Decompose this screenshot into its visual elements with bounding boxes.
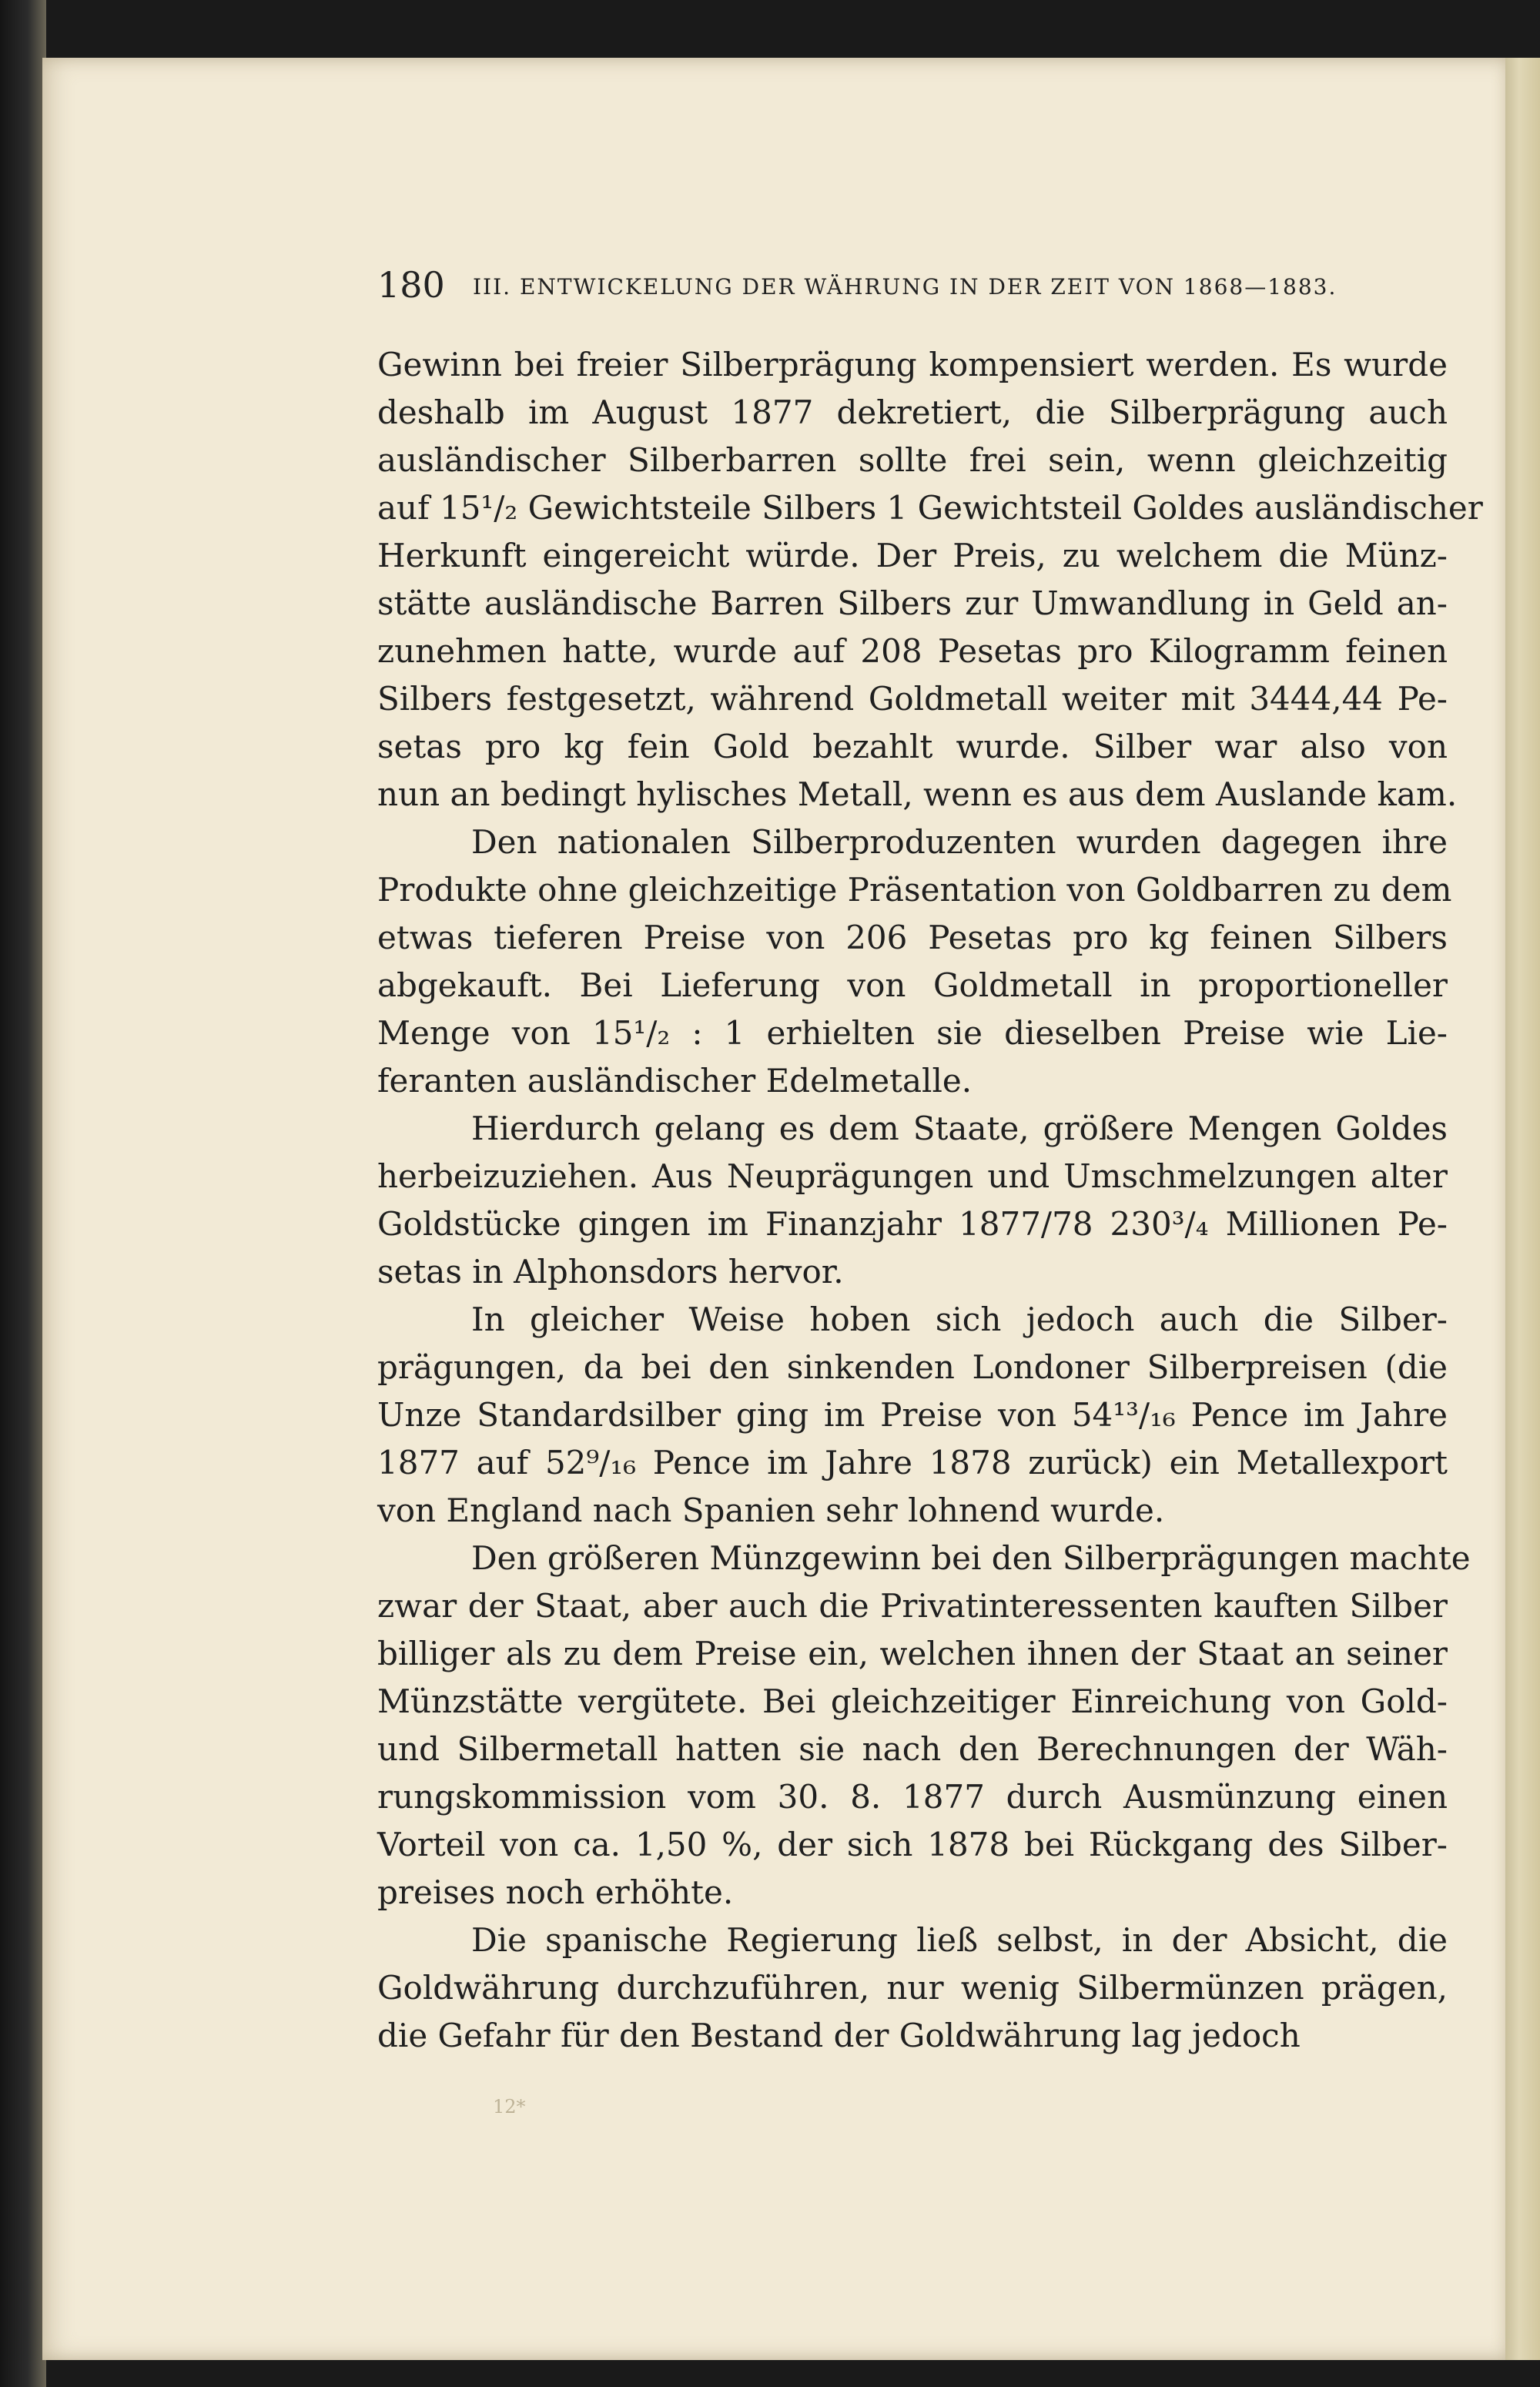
text-line: Herkunft eingereicht würde. Der Preis, zu welchem die Münz- (377, 537, 1448, 574)
text-line: die Gefahr für den Bestand der Goldwährung lag jedoch (377, 2017, 1301, 2054)
paragraph (377, 1105, 1448, 1296)
text-line: Den nationalen Silberproduzenten wurden dagegen ihre (471, 823, 1448, 861)
text-line: setas in Alphonsdors hervor. (377, 1253, 844, 1291)
text-line: herbeizuziehen. Aus Neuprägungen und Umschmelzungen alter (377, 1157, 1448, 1195)
scan-left-edge (0, 0, 46, 2387)
catchword: 12* (493, 2096, 526, 2118)
text-line: Hierdurch gelang es dem Staate, größere Mengen Goldes (471, 1110, 1448, 1147)
text-line: Goldstücke gingen im Finanzjahr 1877/78 230³/₄ Millionen Pe- (377, 1205, 1448, 1243)
text-line: Unze Standardsilber ging im Preise von 54¹³/₁₆ Pence im Jahre (377, 1396, 1448, 1434)
text-line: etwas tieferen Preise von 206 Pesetas pro kg feinen Silbers (377, 919, 1448, 956)
text-line: zunehmen hatte, wurde auf 208 Pesetas pro Kilogramm feinen (377, 632, 1448, 670)
text-line: Produkte ohne gleichzeitige Präsentation von Goldbarren zu dem (377, 871, 1452, 909)
text-line: setas pro kg fein Gold bezahlt wurde. Silber war also von (377, 728, 1448, 765)
text-line: Den größeren Münzgewinn bei den Silberprägungen machte (471, 1539, 1471, 1577)
running-head: III. ENTWICKELUNG DER WÄHRUNG IN DER ZEIT VON 1868—1883. (473, 274, 1337, 300)
page-edge (1505, 58, 1540, 2360)
text-line: nun an bedingt hylisches Metall, wenn es aus dem Auslande kam. (377, 775, 1458, 813)
paragraph (377, 1917, 1448, 2060)
text-line: zwar der Staat, aber auch die Privatinteressenten kauften Silber (377, 1587, 1448, 1625)
paragraph (377, 1535, 1471, 1917)
paragraph (377, 819, 1452, 1105)
text-line: Gewinn bei freier Silberprägung kompensiert werden. Es wurde (377, 346, 1448, 383)
page-number: 180 (377, 264, 445, 306)
text-line: Münzstätte vergütete. Bei gleichzeitiger Einreichung von Gold- (377, 1682, 1448, 1720)
text-line: Silbers festgesetzt, während Goldmetall weiter mit 3444,44 Pe- (377, 680, 1448, 718)
text-line: Die spanische Regierung ließ selbst, in der Absicht, die (471, 1921, 1448, 1959)
paragraph (377, 1296, 1448, 1535)
text-line: preises noch erhöhte. (377, 1873, 734, 1911)
text-line: abgekauft. Bei Lieferung von Goldmetall in proportioneller (377, 966, 1448, 1004)
text-line: In gleicher Weise hoben sich jedoch auch die Silber- (471, 1301, 1448, 1338)
text-line: feranten ausländischer Edelmetalle. (377, 1062, 973, 1100)
text-line: ausländischer Silberbarren sollte frei sein, wenn gleichzeitig (377, 441, 1448, 479)
text-line: billiger als zu dem Preise ein, welchen ihnen der Staat an seiner (377, 1635, 1448, 1672)
text-line: Vorteil von ca. 1,50 %, der sich 1878 bei Rückgang des Silber- (377, 1826, 1448, 1863)
text-line: von England nach Spanien sehr lohnend wurde. (377, 1491, 1165, 1529)
text-line: prägungen, da bei den sinkenden Londoner Silberpreisen (die (377, 1348, 1448, 1386)
text-line: rungskommission vom 30. 8. 1877 durch Ausmünzung einen (377, 1778, 1448, 1816)
text-line: Goldwährung durchzuführen, nur wenig Silbermünzen prägen, (377, 1969, 1448, 2007)
text-line: auf 15¹/₂ Gewichtsteile Silbers 1 Gewichtsteil Goldes ausländischer (377, 489, 1483, 527)
paragraph (377, 341, 1483, 819)
text-line: stätte ausländische Barren Silbers zur Umwandlung in Geld an- (377, 584, 1448, 622)
text-line: und Silbermetall hatten sie nach den Berechnungen der Wäh- (377, 1730, 1448, 1768)
page-header (377, 266, 1455, 304)
text-line: Menge von 15¹/₂ : 1 erhielten sie dieselben Preise wie Lie- (377, 1014, 1448, 1052)
body-text (377, 341, 1483, 2060)
text-line: 1877 auf 52⁹/₁₆ Pence im Jahre 1878 zurück) ein Metallexport (377, 1444, 1448, 1481)
text-line: deshalb im August 1877 dekretiert, die Silberprägung auch (377, 393, 1448, 431)
